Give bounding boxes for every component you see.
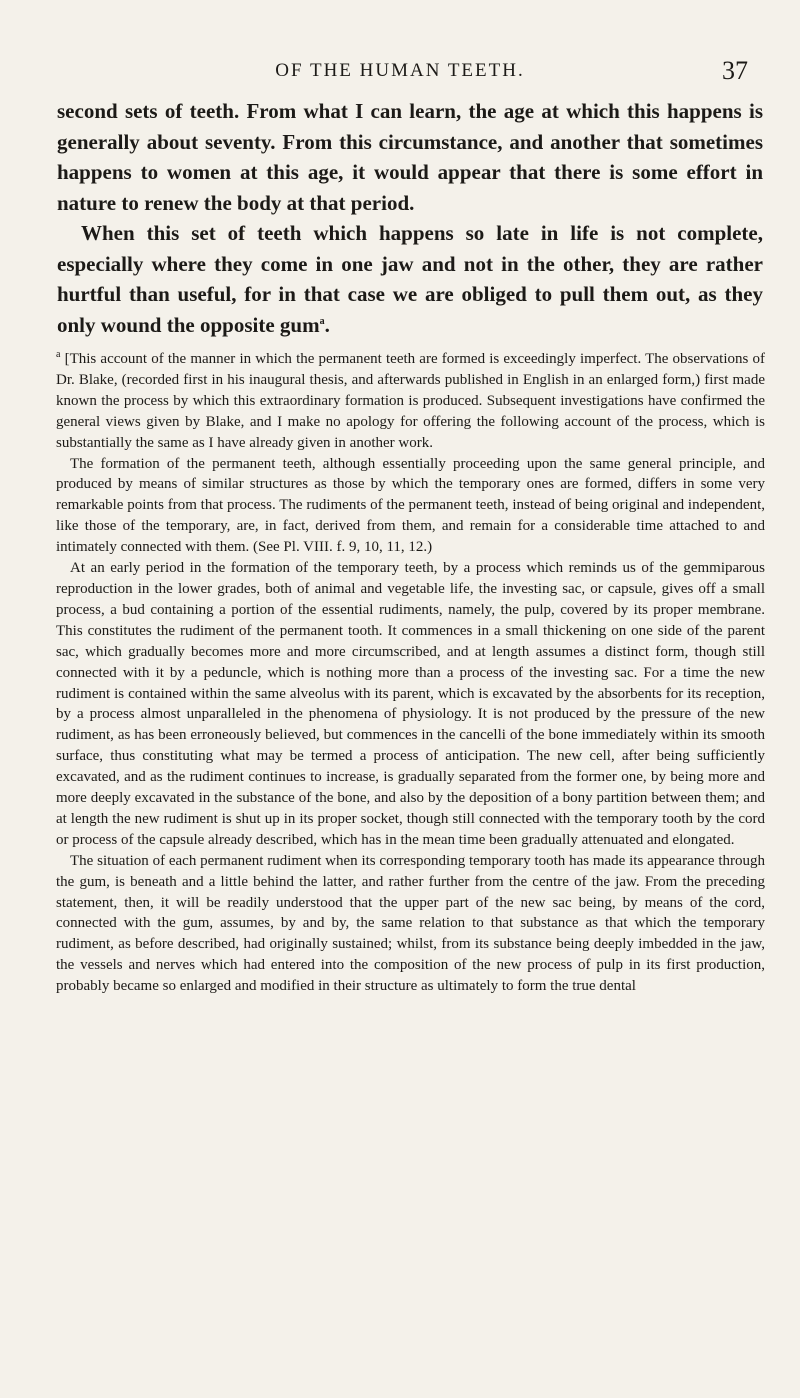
footnote-paragraph: At an early period in the formation of the temporary teeth, by a process which reminds us of the gemmiparous reproduction in the lower grades, both of animal and vegetable life, the investing sac, or capsule, gives off a small process, a bud containing a portion of the essential rudiments, namely, the pulp, covered by its proper membrane. This constitutes the rudiment of the permanent tooth. It commences in a small thickening on one side of the parent sac, which gradually becomes more and more circumscribed, and at length assumes a distinct form, though still connected with it by a peduncle, which is nothing more than a process of the investing sac. For a time the new rudiment is contained within the same alveolus with its parent, which is excavated by the absorbents for its reception, by a process almost unparalleled in the phenomena of physiology. It is not produced by the pressure of the new rudiment, as has been erroneously believed, but commences in the cancelli of the bone immediately within its smooth surface, thus constituting what may be termed a process of anticipation. The new cell, after being sufficiently excavated, and as the rudiment continues to increase, is gradually separated from the former one, by being more and more deeply excavated in the substance of the bone, and also by the deposition of a bony partition between them; and at length the new rudiment is shut up in its proper socket, though still connected with the temporary tooth by the cord or process of the capsule already described, which has in the mean time been gradually attenuated and elongated. [56, 560, 765, 848]
main-text [57, 96, 763, 340]
footnote-marker: a [56, 349, 61, 360]
paragraph-2-text: When this set of teeth which happens so late in life is not complete, especially where they come in one jaw and not in the other, they are rather hurtful than useful, for in that case we are obliged to pull them out, as they only wound the opposite gum [57, 221, 763, 337]
paragraph-2 [57, 218, 763, 340]
footnote-paragraph: The formation of the permanent teeth, although essentially proceeding upon the same general principle, and produced by means of similar structures as those by which the temporary ones are formed, differs in some very remarkable points from that process. The rudiments of the permanent teeth, instead of being original and independent, like those of the temporary, are, in fact, derived from them, and remain for a considerable time attached to and intimately connected with them. (See Pl. VIII. f. 9, 10, 11, 12.) [56, 455, 765, 556]
paragraph-2-end: . [324, 312, 330, 337]
footnote-paragraph: The situation of each permanent rudiment when its corresponding temporary tooth has made its appearance through the gum, is beneath and a little behind the latter, and rather further from the centre of the jaw. From the preceding statement, then, it will be readily understood that the upper part of the new sac being, by means of the cord, connected with the gum, assumes, by and by, the same relation to that substance as that which the temporary rudiment, as before described, had originally sustained; whilst, from its substance being deeply imbedded in the jaw, the vessels and nerves which had entered into the composition of the new process of pulp in its first production, probably became so enlarged and modified in their structure as ultimately to form the true dental [56, 852, 765, 995]
footnote-paragraph [56, 349, 765, 454]
page-number: 37 [722, 56, 748, 85]
page-header [0, 56, 800, 90]
footnote-block [56, 349, 765, 997]
footnote-text: [This account of the manner in which the permanent teeth are formed is exceedingly imperfect. The observations of Dr. Blake, (recorded first in his inaugural thesis, and afterwards published in English in an enlarged form,) first made known the process by which this extraordinary formation is produced. Subsequent investigations have confirmed the general views given by Blake, and I make no apology for offering the following account of the process, which is substantially the same as I have already given in another work. [56, 351, 766, 451]
footnote-reference[interactable]: a [319, 315, 325, 327]
running-head: OF THE HUMAN TEETH. [275, 60, 525, 81]
paragraph-1: second sets of teeth. From what I can learn, the age at which this happens is generally about seventy. From this circumstance, and another that sometimes happens to women at this age, it would appear that there is some effort in nature to renew the body at that period. [57, 99, 763, 215]
